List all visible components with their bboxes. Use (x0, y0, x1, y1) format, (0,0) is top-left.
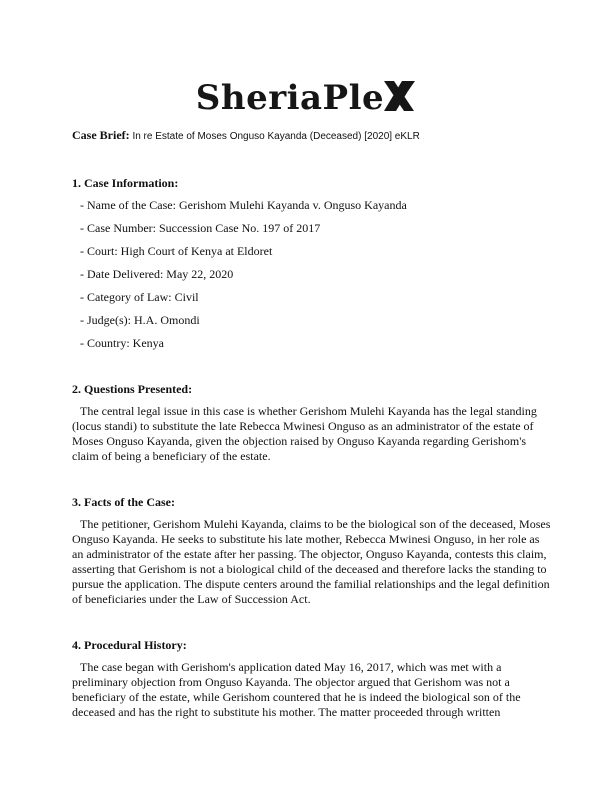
section-heading-questions-presented: 2. Questions Presented: (72, 382, 193, 396)
sheriaplex-logo (0, 78, 612, 118)
section-heading-procedural-history: 4. Procedural History: (72, 638, 187, 652)
info-item: - Country: Kenya (80, 336, 164, 350)
section-heading-case-information: 1. Case Information: (72, 176, 179, 190)
info-item: - Category of Law: Civil (80, 290, 199, 304)
questions-paragraph: The central legal issue in this case is whether Gerishom Mulehi Kayanda has the legal standing (locus standi) to substitute the late Rebecca Mwinesi Onguso as an administrator of the estate of Moses Onguso Kayanda, given the objection raised by Onguso Kayanda regarding Gerishom's claim of being a beneficiary of the estate. (72, 404, 537, 463)
info-item: - Court: High Court of Kenya at Eldoret (80, 244, 273, 258)
info-item: - Judge(s): H.A. Omondi (80, 313, 200, 327)
info-item: - Case Number: Succession Case No. 197 of 2017 (80, 221, 321, 235)
case-brief-title: In re Estate of Moses Onguso Kayanda (Deceased) [2020] eKLR (132, 131, 420, 142)
case-brief-line (72, 128, 420, 144)
info-item: - Name of the Case: Gerishom Mulehi Kayanda v. Onguso Kayanda (80, 198, 407, 212)
logo-x-icon (382, 79, 416, 113)
history-paragraph: The case began with Gerishom's application dated May 16, 2017, which was met with a preliminary objection from Onguso Kayanda. The objector argued that Gerishom was not a beneficiary of the estate, while Gerishom countered that he is indeed the biological son of the deceased and has the right to substitute his mother. The matter proceeded through written (72, 660, 521, 719)
case-brief-label: Case Brief: (72, 128, 130, 142)
facts-paragraph: The petitioner, Gerishom Mulehi Kayanda, claims to be the biological son of the deceased, Moses Onguso Kayanda. He seeks to substitute his late mother, Rebecca Mwinesi Onguso, in her role as an administrator of the estate after her passing. The objector, Onguso Kayanda, contests this claim, asserting that Gerishom is not a biological child of the deceased and therefore lacks the standing to pursue the application. The dispute centers around the familial relationships and the legal definition of beneficiaries under the Law of Succession Act. (72, 517, 551, 606)
section-heading-facts: 3. Facts of the Case: (72, 495, 175, 509)
info-item: - Date Delivered: May 22, 2020 (80, 267, 234, 281)
logo-text: SheriaPle (195, 78, 385, 118)
